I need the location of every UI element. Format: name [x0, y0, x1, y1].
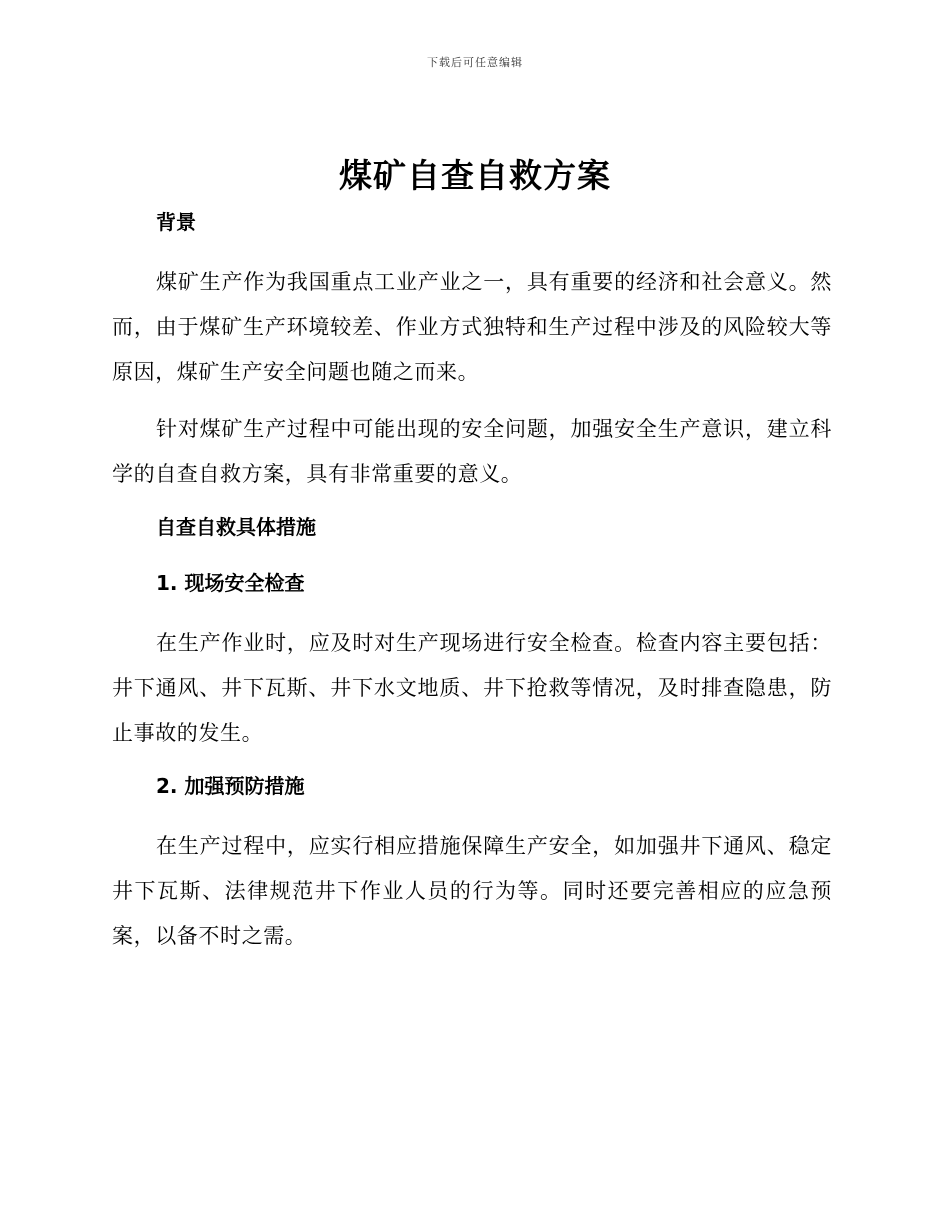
paragraph-background-1: 煤矿生产作为我国重点工业产业之一，具有重要的经济和社会意义。然而，由于煤矿生产环境较差、作业方式独特和生产过程中涉及的风险较大等原因，煤矿生产安全问题也随之而来。 [112, 270, 832, 384]
section-heading-background: 背景 [156, 210, 196, 234]
document-title: 煤矿自查自救方案 [339, 156, 611, 195]
section-heading-measures: 自查自救具体措施 [156, 515, 316, 539]
paragraph-site-inspection: 在生产作业时，应及时对生产现场进行安全检查。检查内容主要包括：井下通风、井下瓦斯、井下水文地质、井下抢救等情况，及时排查隐患，防止事故的发生。 [112, 631, 832, 745]
header-note: 下载后可任意编辑 [427, 56, 523, 69]
subheading-prevention: 2. 加强预防措施 [156, 774, 305, 798]
document-body [112, 204, 832, 959]
subheading-site-inspection: 1. 现场安全检查 [156, 571, 305, 595]
paragraph-prevention: 在生产过程中，应实行相应措施保障生产安全，如加强井下通风、稳定井下瓦斯、法律规范井下作业人员的行为等。同时还要完善相应的应急预案，以备不时之需。 [112, 834, 832, 948]
paragraph-background-2: 针对煤矿生产过程中可能出现的安全问题，加强安全生产意识，建立科学的自查自救方案，具有非常重要的意义。 [112, 417, 832, 486]
